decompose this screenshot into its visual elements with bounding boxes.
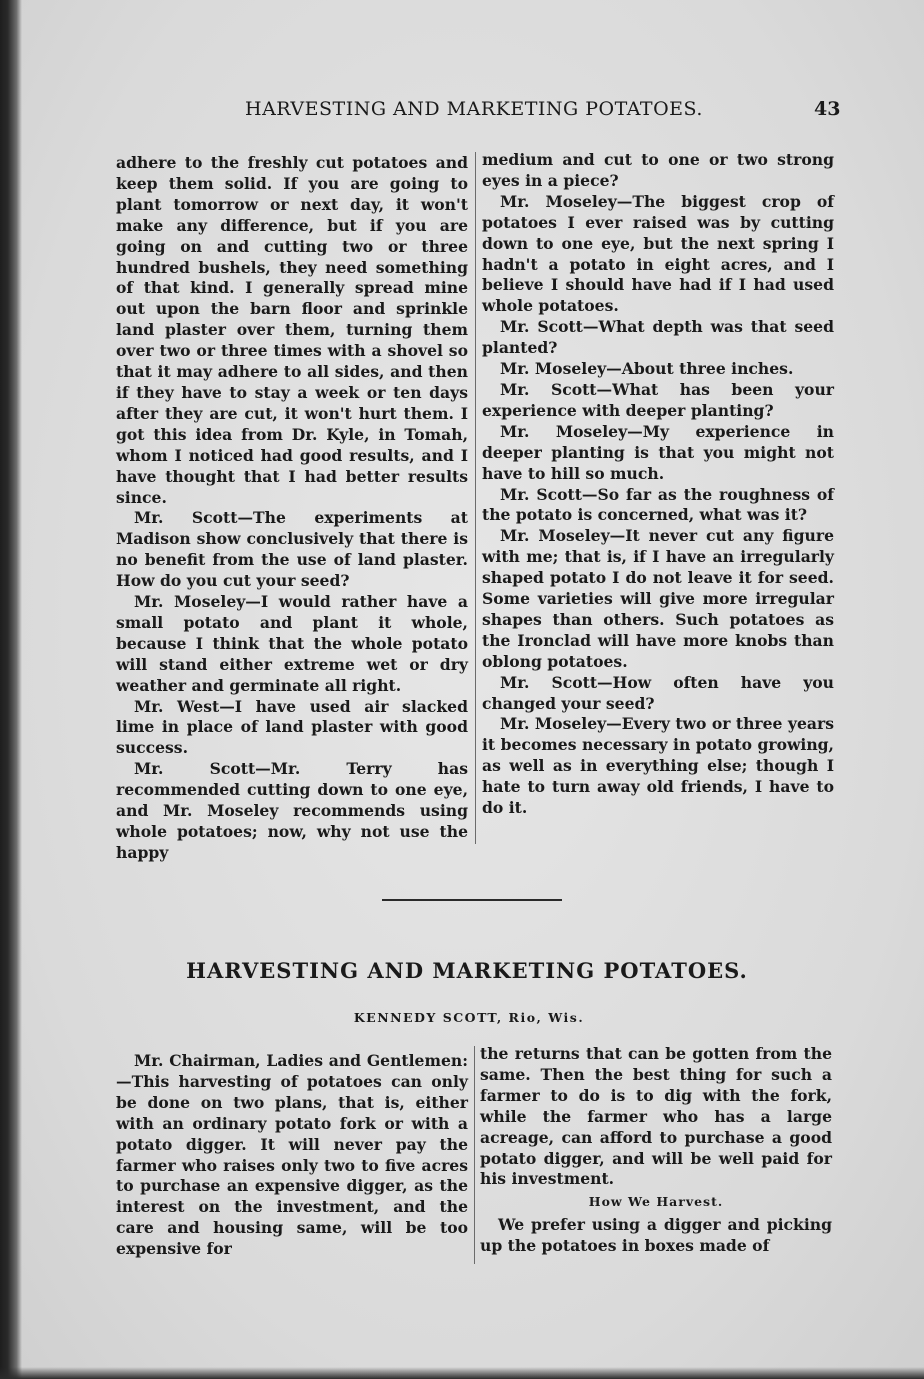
page-binding-shadow xyxy=(0,0,22,1379)
paragraph: Mr. Moseley—I would rather have a small potato and plant it whole, because I think that the whole potato will stand either extreme wet or dry weather and germinate all right. xyxy=(116,592,468,695)
upper-right-column xyxy=(482,150,834,819)
article-byline: KENNEDY SCOTT, Rio, Wis. xyxy=(353,1010,585,1025)
paragraph: Mr. Scott—What depth was that seed planted? xyxy=(482,317,834,358)
paragraph: Mr. Moseley—My experience in deeper planting is that you might not have to hill so much. xyxy=(482,421,834,483)
paragraph: We prefer using a digger and picking up the potatoes in boxes made of xyxy=(480,1215,832,1256)
paragraph: adhere to the freshly cut potatoes and keep them solid. If you are going to plant tomorrow or next day, it won't make any difference, but if you are going on and cutting two or three hundred bushels, they need something of that kind. I generally spread mine out upon the barn floor and sprinkle land plaster over them, turning them over two or three times with a shovel so that it may adhere to all sides, and then if they have to stay a week or ten days after they are cut, it won't hurt them. I got this idea from Dr. Kyle, in Tomah, whom I noticed had good results, and I have thought that I had better results since. xyxy=(116,153,468,507)
section-rule xyxy=(382,899,562,901)
paragraph: Mr. Moseley—About three inches. xyxy=(500,359,794,379)
subheading: How We Harvest. xyxy=(588,1194,724,1210)
paragraph: Mr. Moseley—It never cut any figure with me; that is, if I have an irregularly shaped potato I do not leave it for seed. Some varieties will give more irregular shapes than others. Such potatoes as the Ironclad will have more knobs than oblong potatoes. xyxy=(482,526,834,671)
paragraph: Mr. Scott—How often have you changed your seed? xyxy=(482,672,834,713)
lower-left-column xyxy=(116,1051,468,1260)
page-number: 43 xyxy=(814,98,841,120)
paragraph: the returns that can be gotten from the same. Then the best thing for such a farmer to do is to dig with the fork, while the farmer who has a large acreage, can afford to purchase a good potato digger, and will be well paid for his investment. xyxy=(480,1044,832,1189)
paragraph: Mr. Scott—Mr. Terry has recommended cutting down to one eye, and Mr. Moseley recommends using whole potatoes; now, why not use the happy xyxy=(116,759,468,862)
upper-left-column xyxy=(116,153,468,864)
lower-right-column xyxy=(480,1044,832,1257)
paragraph: Mr. Scott—What has been your experience with deeper planting? xyxy=(482,379,834,420)
column-divider xyxy=(474,1046,475,1264)
paragraph: medium and cut to one or two strong eyes in a piece? xyxy=(482,150,834,190)
paragraph: Mr. West—I have used air slacked lime in place of land plaster with good success. xyxy=(116,696,468,758)
paragraph: Mr. Moseley—The biggest crop of potatoes I ever raised was by cutting down to one eye, but the next spring I hadn't a potato in eight acres, and I believe I should have had if I had used whole potatoes. xyxy=(482,191,834,316)
page-bottom-edge xyxy=(0,1367,924,1379)
column-divider xyxy=(475,152,476,844)
paragraph: Mr. Moseley—Every two or three years it becomes necessary in potato growing, as well as in everything else; though I hate to turn away old friends, I have to do it. xyxy=(482,714,834,818)
paragraph: Mr. Chairman, Ladies and Gentlemen:—This harvesting of potatoes can only be done on two plans, that is, either with an ordinary potato fork or with a potato digger. It will never pay the farmer who raises only two to five acres to purchase an expensive digger, as the interest on the investment, and the care and housing same, will be too expensive for xyxy=(116,1051,468,1259)
running-head: HARVESTING AND MARKETING POTATOES. xyxy=(245,98,703,120)
paragraph: Mr. Scott—So far as the roughness of the potato is concerned, what was it? xyxy=(482,484,834,525)
paragraph: Mr. Scott—The experiments at Madison show conclusively that there is no benefit from the use of land plaster. How do you cut your seed? xyxy=(116,508,468,591)
article-title: HARVESTING AND MARKETING POTATOES. xyxy=(186,958,748,983)
